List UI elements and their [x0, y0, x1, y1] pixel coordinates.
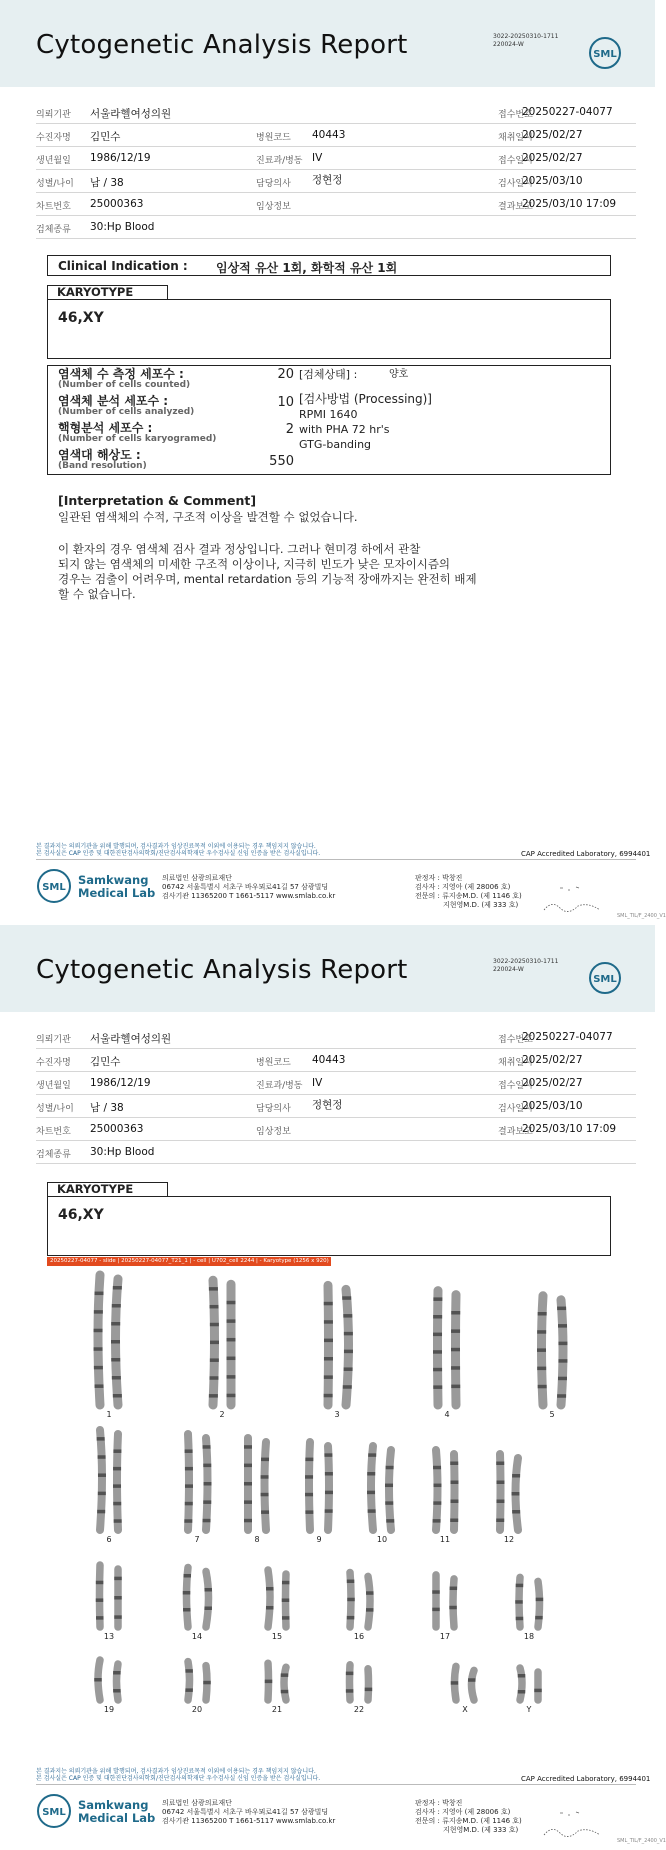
- karyotype-box: [47, 1196, 611, 1256]
- info-row-institution: 의뢰기관 서울라헬여성의원 접수번호 20250227-04077: [36, 102, 636, 124]
- svg-text:SML: SML: [42, 1807, 66, 1818]
- info-row-sex-age: 성별/나이 남 / 38 담당의사 정현정 검사일시 2025/03/10: [36, 171, 636, 193]
- chromosome-icon: [450, 1454, 458, 1530]
- cells-counted-label: 염색체 수 측정 세포수 :: [58, 367, 184, 381]
- chromosome-icon: [203, 1438, 212, 1530]
- chromosome-icon: [94, 1660, 102, 1700]
- chromosome-icon: [518, 1668, 526, 1700]
- band-resolution-label: 염색대 해상도 :: [58, 448, 141, 462]
- chromosome-icon: [451, 1295, 460, 1405]
- chromosome-label: 13: [103, 1632, 115, 1641]
- chromosome-label: 16: [353, 1632, 365, 1641]
- doctor-value: 정현정: [312, 174, 343, 186]
- cap-accreditation: CAP Accredited Laboratory, 6994401: [521, 850, 651, 858]
- chromosome-label: 21: [271, 1705, 283, 1714]
- chromosome-icon: [496, 1454, 504, 1530]
- karyotype-value: 46,XY: [58, 310, 104, 326]
- chromosome-icon: [305, 1442, 313, 1530]
- chromosome-label: 15: [271, 1632, 283, 1641]
- chromosome-label: 10: [376, 1535, 388, 1544]
- cells-analyzed-label: 염색체 분석 세포수 :: [58, 394, 169, 408]
- svg-text:SML: SML: [593, 49, 617, 60]
- info-row-chart: 차트번호 25000363 임상정보 결과보고 2025/03/10 17:09: [36, 194, 636, 216]
- chromosome-label: 3: [334, 1410, 340, 1419]
- chromosome-icon: [537, 1296, 547, 1405]
- chromosome-label: 11: [439, 1535, 451, 1544]
- chromosome-icon: [184, 1434, 193, 1530]
- chromosome-label: 19: [103, 1705, 115, 1714]
- chromosome-icon: [113, 1434, 122, 1530]
- interpretation-line-3: 되지 않는 염색체의 미세한 구조적 이상이나, 지극히 빈도가 낮은 모자이시즘의: [58, 557, 451, 571]
- chromosome-label: 2: [219, 1410, 225, 1419]
- chromosome-icon: [342, 1289, 353, 1405]
- chromosome-icon: [261, 1442, 269, 1530]
- samkwang-logo-icon: [36, 868, 72, 904]
- chromosome-label: 17: [439, 1632, 451, 1641]
- chromosome-icon: [433, 1450, 442, 1530]
- samkwang-logo-icon: [36, 1793, 72, 1829]
- chromosome-icon: [512, 1458, 521, 1530]
- karyogram-svg: [60, 1275, 620, 1715]
- specimen-status-value: 양호: [389, 369, 409, 380]
- cell-stats-box: 염색체 수 측정 세포수 : (Number of cells counted) 20 염색체 분석 세포수 : (Number of cells analyzed) 10 핵형분석 세포수 : (Number of cells karyogramed) 2 염색대 해상도 : (Band resolution) 550 [검체상태] : 양호 [검사방법 (Processing)] RPMI 1640 with PHA 72 hr's GTG-banding: [47, 365, 611, 475]
- footer-divider: [36, 859, 636, 860]
- dob-value: 1986/12/19: [90, 152, 151, 164]
- chromosome-icon: [432, 1575, 440, 1627]
- chromosome-icon: [365, 1669, 373, 1700]
- specimen-value: 30:Hp Blood: [90, 221, 155, 233]
- chromosome-label: 6: [106, 1535, 112, 1544]
- chromosome-icon: [324, 1285, 333, 1405]
- chromosome-icon: [265, 1663, 273, 1700]
- chromosome-icon: [515, 1577, 523, 1627]
- chromosome-label: X: [462, 1705, 468, 1714]
- clinical-indication-text: 임상적 유산 1회, 화학적 유산 1회: [216, 261, 398, 275]
- institution-value: 서울라헬여성의원: [90, 108, 172, 120]
- karyogram-caption: 20250227-04077 - slide | 20250227-04077_T21_1 | - cell | U702_cell 2244 | - Karyotype (1256 x 920): [47, 1257, 331, 1266]
- receipt-no-value: 20250227-04077: [522, 106, 613, 118]
- sml-logo-icon: [588, 961, 622, 995]
- info-row-dob: 생년월일 1986/12/19 진료과/병동 IV 접수일시 2025/02/27: [36, 148, 636, 170]
- chromosome-icon: [204, 1571, 212, 1627]
- chromosome-icon: [534, 1672, 542, 1700]
- signature-icon: [540, 1805, 610, 1841]
- chromosome-icon: [535, 1581, 543, 1627]
- chromosome-icon: [449, 1579, 457, 1627]
- info-row-specimen: 검체종류 30:Hp Blood: [36, 217, 636, 239]
- sml-logo-icon: [588, 36, 622, 70]
- specimen-status-label: [검체상태] :: [299, 368, 358, 381]
- chromosome-icon: [183, 1567, 191, 1627]
- cells-karyogramed-label: 핵형분석 세포수 :: [58, 421, 153, 435]
- processing-method-label: [검사방법 (Processing)]: [299, 392, 432, 406]
- chromosome-label: 22: [353, 1705, 365, 1714]
- band-resolution-value: 550: [269, 454, 294, 469]
- chromosome-icon: [97, 1430, 106, 1530]
- cells-karyogramed-value: 2: [285, 422, 294, 437]
- chromosome-label: 4: [444, 1410, 450, 1419]
- hospital-code-value: 40443: [312, 129, 346, 141]
- chromosome-icon: [244, 1438, 252, 1530]
- chromosome-icon: [367, 1446, 376, 1530]
- chromosome-icon: [114, 1569, 122, 1627]
- chromosome-icon: [203, 1666, 211, 1700]
- chromosome-icon: [185, 1662, 193, 1700]
- chromosome-label: 14: [191, 1632, 203, 1641]
- report-title: Cytogenetic Analysis Report: [36, 955, 408, 985]
- chromosome-icon: [366, 1576, 374, 1627]
- chromosome-label: Y: [526, 1705, 532, 1714]
- signature-icon: [540, 880, 610, 916]
- chromosome-icon: [347, 1572, 355, 1627]
- interpretation-heading: [Interpretation & Comment]: [58, 493, 257, 508]
- svg-text:SML: SML: [593, 974, 617, 985]
- chromosome-label: 1: [106, 1410, 112, 1419]
- dept-value: IV: [312, 152, 323, 164]
- karyotype-box: [47, 299, 611, 359]
- chromosome-icon: [433, 1291, 442, 1405]
- chromosome-icon: [557, 1300, 567, 1405]
- report-barcode-id: 3022-20250310-1711 220024-W: [493, 33, 559, 48]
- sex-age-value: 남 / 38: [90, 177, 124, 189]
- report-page-2: Cytogenetic Analysis Report 3022-20250310-1711 220024-W SML 의뢰기관 서울라헬여성의원 접수번호 20250227-04077 수진자명 김민수 병원코드 40443 채취일시 2025/02/27 생년월일 1986/12/19 진료과/병동 IV 접수일시 2025/02/27 성별/나이 남 / 38 담당의사 정현정 검사일시 2025/03/10 차트번호 25000363 임상정보 결과보고 2025/03/10 17:09 검체종류 30:Hp Blood KARYOTYPE 46,XY 본 결과지는 의뢰기관을 위해 발행되며, 검사결과가 임상진료목적 이외에 이용되는 경우 책임지지 않습니다. 본 검사실은 CAP 인증 및 대한진단검사의학회/진단검사의학재단 우수검사실 신임 인증을 받은 검사실입니다. CAP Accredited Laboratory, 6994401 SML Samkwang Medical Lab 의료법인 삼광의료재단 06742 서울특별시 서초구 바우뫼로41길 57 삼광빌딩 검사기관 11365200 T 1661-5117 www.smlab.co.kr 판정자 : 박창진 검사자 : 지영아 (제 28006 호) 전문의 : 류지송M.D. (제 1146 호) 지현영M.D. (제 333 호) SML_TIL/F_2400_V1: [0, 925, 655, 1850]
- report-barcode-id: 3022-20250310-1711 220024-W: [493, 958, 559, 973]
- cells-counted-value: 20: [277, 367, 294, 382]
- interpretation-line-1: 일관된 염색체의 수적, 구조적 이상을 발견할 수 없었습니다.: [58, 510, 358, 524]
- clinical-indication-box: [47, 255, 611, 276]
- chromosome-icon: [111, 1279, 122, 1405]
- karyotype-tab: KARYOTYPE: [47, 1182, 168, 1196]
- chromosome-icon: [266, 1570, 274, 1627]
- chromosome-label: 9: [316, 1535, 322, 1544]
- chromosome-icon: [209, 1280, 219, 1405]
- footer-note-1: 본 결과지는 의뢰기관을 위해 발행되며, 검사결과가 임상진료목적 이외에 이용되는 경우 책임지지 않습니다.: [36, 843, 316, 850]
- chromosome-label: 18: [523, 1632, 535, 1641]
- chromosome-icon: [94, 1275, 104, 1405]
- karyotype-tab: KARYOTYPE: [47, 285, 168, 299]
- receive-date-value: 2025/02/27: [522, 152, 583, 164]
- collect-date-value: 2025/02/27: [522, 129, 583, 141]
- karyogram-image: [60, 1275, 620, 1715]
- chart-no-value: 25000363: [90, 198, 144, 210]
- interpretation-line-4: 경우는 검출이 어려우며, mental retardation 등의 기능적 장애까지는 완전히 배제: [58, 572, 477, 586]
- svg-text:SML: SML: [42, 882, 66, 893]
- chromosome-icon: [96, 1565, 104, 1627]
- chromosome-icon: [282, 1574, 290, 1627]
- chromosome-icon: [451, 1666, 459, 1700]
- result-date-value: 2025/03/10 17:09: [522, 198, 617, 210]
- chromosome-label: 12: [503, 1535, 515, 1544]
- chromosome-icon: [346, 1665, 354, 1700]
- chromosome-label: 8: [254, 1535, 260, 1544]
- chromosome-icon: [113, 1664, 121, 1700]
- chromosome-icon: [324, 1446, 333, 1530]
- chromosome-label: 20: [191, 1705, 203, 1714]
- footer-note-2: 본 검사실은 CAP 인증 및 대한진단검사의학회/진단검사의학재단 우수검사실 신임 인증을 받은 검사실입니다.: [36, 850, 321, 857]
- patient-name-value: 김민수: [90, 131, 121, 143]
- interpretation-line-2: 이 환자의 경우 염색체 검사 결과 정상입니다. 그러나 현미경 하에서 관찰: [58, 542, 421, 556]
- cells-analyzed-value: 10: [277, 395, 294, 410]
- info-row-name: 수진자명 김민수 병원코드 40443 채취일시 2025/02/27: [36, 125, 636, 147]
- chromosome-icon: [385, 1450, 394, 1530]
- clinical-indication-label: Clinical Indication :: [58, 259, 188, 273]
- form-version: SML_TIL/F_2400_V1: [617, 913, 666, 919]
- chromosome-label: 7: [194, 1535, 200, 1544]
- chromosome-icon: [468, 1670, 476, 1700]
- chromosome-label: 5: [549, 1410, 555, 1419]
- report-title: Cytogenetic Analysis Report: [36, 30, 408, 60]
- company-name: Samkwang Medical Lab: [78, 873, 156, 900]
- chromosome-icon: [281, 1667, 289, 1700]
- chromosome-icon: [227, 1284, 236, 1405]
- interpretation-line-5: 할 수 없습니다.: [58, 587, 136, 601]
- signatories: 판정자 : 박창진 검사자 : 지영아 (제 28006 호) 전문의 : 류지송M.D. (제 1146 호) 지현영M.D. (제 333 호): [415, 874, 522, 909]
- karyotype-value: 46,XY: [58, 1207, 104, 1223]
- test-date-value: 2025/03/10: [522, 175, 583, 187]
- lab-address: 의료법인 삼광의료재단 06742 서울특별시 서초구 바우뫼로41길 57 삼광빌딩 검사기관 11365200 T 1661-5117 www.smlab.co.kr: [162, 874, 336, 900]
